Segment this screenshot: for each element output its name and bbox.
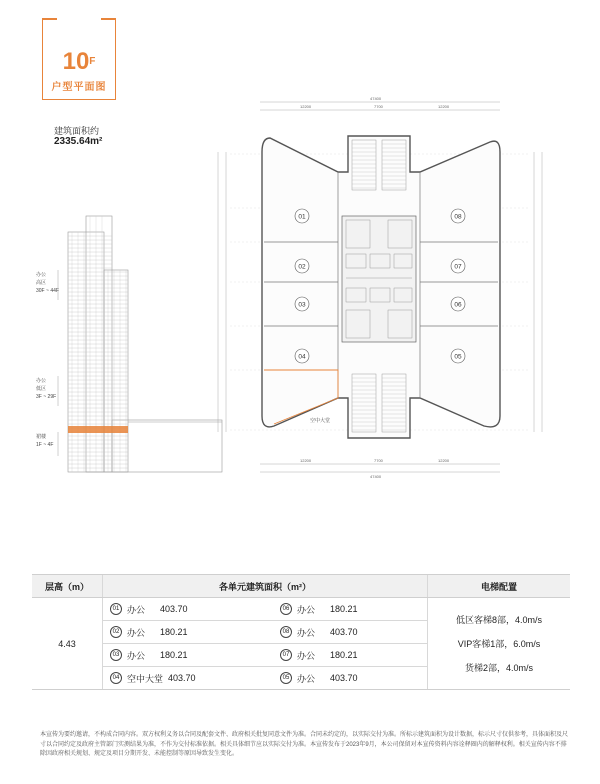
header-units: 各单元建筑面积（m²） xyxy=(103,575,428,598)
floor-number: $10^F$ xyxy=(62,48,96,75)
unit-row: 07 办公 180.21 xyxy=(274,645,426,665)
elevator-freight: 货梯2部，4.0m/s xyxy=(464,662,533,673)
unit-marker: 02 xyxy=(298,263,306,271)
unit-row: 04 空中大堂 403.70 xyxy=(104,668,269,688)
current-floor-highlight xyxy=(68,426,128,433)
zone-sub-label: 低区 xyxy=(36,386,47,392)
unit-marker: 03 xyxy=(298,301,306,309)
spec-table xyxy=(32,574,570,690)
elevator-low: 低区客梯8部，4.0m/s xyxy=(455,614,542,625)
floor-height: 4.43 xyxy=(32,598,103,690)
area-value: 2335.64m² xyxy=(54,136,103,147)
unit-marker: 04 xyxy=(298,353,306,361)
area-label: 建筑面积约 xyxy=(54,126,100,136)
floor-plan xyxy=(210,92,590,482)
elevator-vip: VIP客梯1部，6.0m/s xyxy=(457,638,541,649)
floor-badge xyxy=(42,18,116,100)
dim-mid: 12200 xyxy=(300,458,312,463)
dim-mid: 12200 xyxy=(438,458,450,463)
zone-range: 30F ~ 44F xyxy=(36,288,59,294)
dim-mid: 12200 xyxy=(438,104,450,109)
unit-row: 08 办公 403.70 xyxy=(274,622,426,642)
zone-sub-label: 高区 xyxy=(36,280,47,286)
core xyxy=(342,216,416,342)
header-elevators: 电梯配置 xyxy=(428,575,571,598)
disclaimer: 本宣传为要约邀请，不构成合同内容。双方权利义务以合同及配套文件、政府相关批复同意文件为准。合同未约定的，以实际交付为准。所标示建筑面积为设计数据，标示尺寸仅供参考，具体面积及尺寸以合同约定及政府主管部门实测结果为准，不作为交付标准依据。相关具体细节应以实际交付为准。本宣传发布于2023年9月，本公司保留对本宣传资料内容诠释圈内的解释权利。相关宣传内容不排除因政府相关规划、规定及项目分期开发、未能控制等原因导致发生变化。 xyxy=(40,732,569,757)
unit-marker: 05 xyxy=(454,353,462,361)
zone-range: 3F ~ 29F xyxy=(36,394,57,400)
building-elevation xyxy=(0,200,240,480)
dim-total: 47400 xyxy=(370,96,382,101)
zone-range: 1F ~ 4F xyxy=(36,442,54,448)
zone-label: 裙楼 xyxy=(36,434,47,440)
unit-row: 01 办公 403.70 xyxy=(104,599,269,619)
dim-mid: 12200 xyxy=(300,104,312,109)
zone-label: 办公 xyxy=(36,272,47,278)
dim-mid: 7700 xyxy=(374,458,383,463)
unit-row: 05 办公 403.70 xyxy=(274,668,426,688)
zone-label: 办公 xyxy=(36,378,47,384)
dim-mid: 7700 xyxy=(374,104,383,109)
dim-total: 47400 xyxy=(370,474,382,479)
unit-row: 02 办公 180.21 xyxy=(104,622,269,642)
badge-subtitle: 户型平面图 xyxy=(51,82,107,93)
lobby-label: 空中大堂 xyxy=(310,418,331,424)
unit-marker: 06 xyxy=(454,301,462,309)
header-height: 层高（m） xyxy=(32,575,103,598)
unit-row: 06 办公 180.21 xyxy=(274,599,426,619)
unit-row: 03 办公 180.21 xyxy=(104,645,269,665)
unit-marker: 07 xyxy=(454,263,462,271)
unit-marker: 08 xyxy=(454,213,462,221)
unit-marker: 01 xyxy=(298,213,306,221)
